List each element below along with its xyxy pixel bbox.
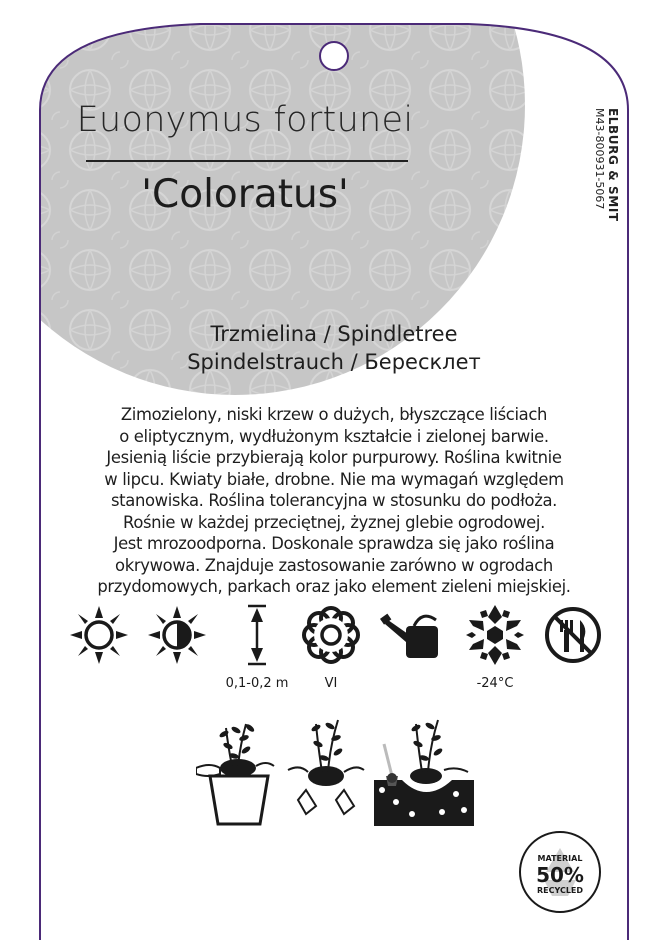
- brand-name: ELBURG & SMIT: [606, 108, 620, 222]
- plant-in-ground-step: [372, 710, 476, 828]
- product-code: M43-800931-5067: [593, 108, 606, 210]
- common-names: [40, 320, 628, 376]
- badge-top-text: MATERIAL: [537, 854, 583, 863]
- height-caption: 0,1-0,2 m: [225, 676, 289, 691]
- description-line: o eliptycznym, wydłużonym kształcie i zielonej barwie.: [119, 426, 549, 446]
- flowering-month-caption: VI: [324, 676, 338, 691]
- common-names-line: Trzmielina / Spindletree: [210, 322, 458, 346]
- watering-can-icon: [380, 604, 446, 666]
- common-names-line: Spindelstrauch / Бересклет: [187, 350, 481, 374]
- brand-block: [592, 108, 620, 222]
- badge-percent: 50%: [536, 863, 584, 887]
- full-sun-icon: [68, 604, 130, 666]
- not-edible-icon: [542, 604, 604, 666]
- height-icon: [226, 604, 288, 666]
- description-line: okrywowa. Znajduje zastosowanie zarówno w ogrodach: [115, 555, 553, 575]
- description-line: w lipcu. Kwiaty białe, drobne. Nie ma wymagań względem: [104, 469, 564, 489]
- description-line: przydomowych, parkach oraz jako element zieleni miejskiej.: [97, 577, 571, 596]
- badge-bottom-text: RECYCLED: [536, 886, 584, 895]
- description-line: stanowiska. Roślina tolerancyjna w stosunku do podłoża.: [110, 491, 558, 510]
- species-name: Euonymus fortunei: [76, 100, 414, 140]
- description-line: Zimozielony, niski krzew o dużych, błyszczące liściach: [120, 405, 548, 424]
- flower-icon: [300, 604, 362, 666]
- description-line: Jesienią liście przybierają kolor purpurowy. Roślina kwitnie: [106, 448, 562, 467]
- frost-hardiness-icon: [464, 604, 526, 666]
- description-line: Rośnie w każdej przeciętnej, żyznej glebie ogrodowej.: [123, 512, 545, 532]
- title-divider: [86, 160, 408, 162]
- half-shade-icon: [146, 604, 208, 666]
- cultivar-name: 'Coloratus': [141, 172, 349, 217]
- plant-description: [52, 404, 616, 598]
- description-line: Jest mrozoodporna. Doskonale sprawdza się jako roślina: [113, 534, 555, 553]
- hang-hole: [320, 42, 348, 70]
- frost-caption: -24°C: [476, 676, 514, 691]
- recycled-material-badge: [518, 830, 602, 914]
- remove-pot-step: [196, 716, 276, 828]
- loosen-roots-step: [286, 710, 366, 820]
